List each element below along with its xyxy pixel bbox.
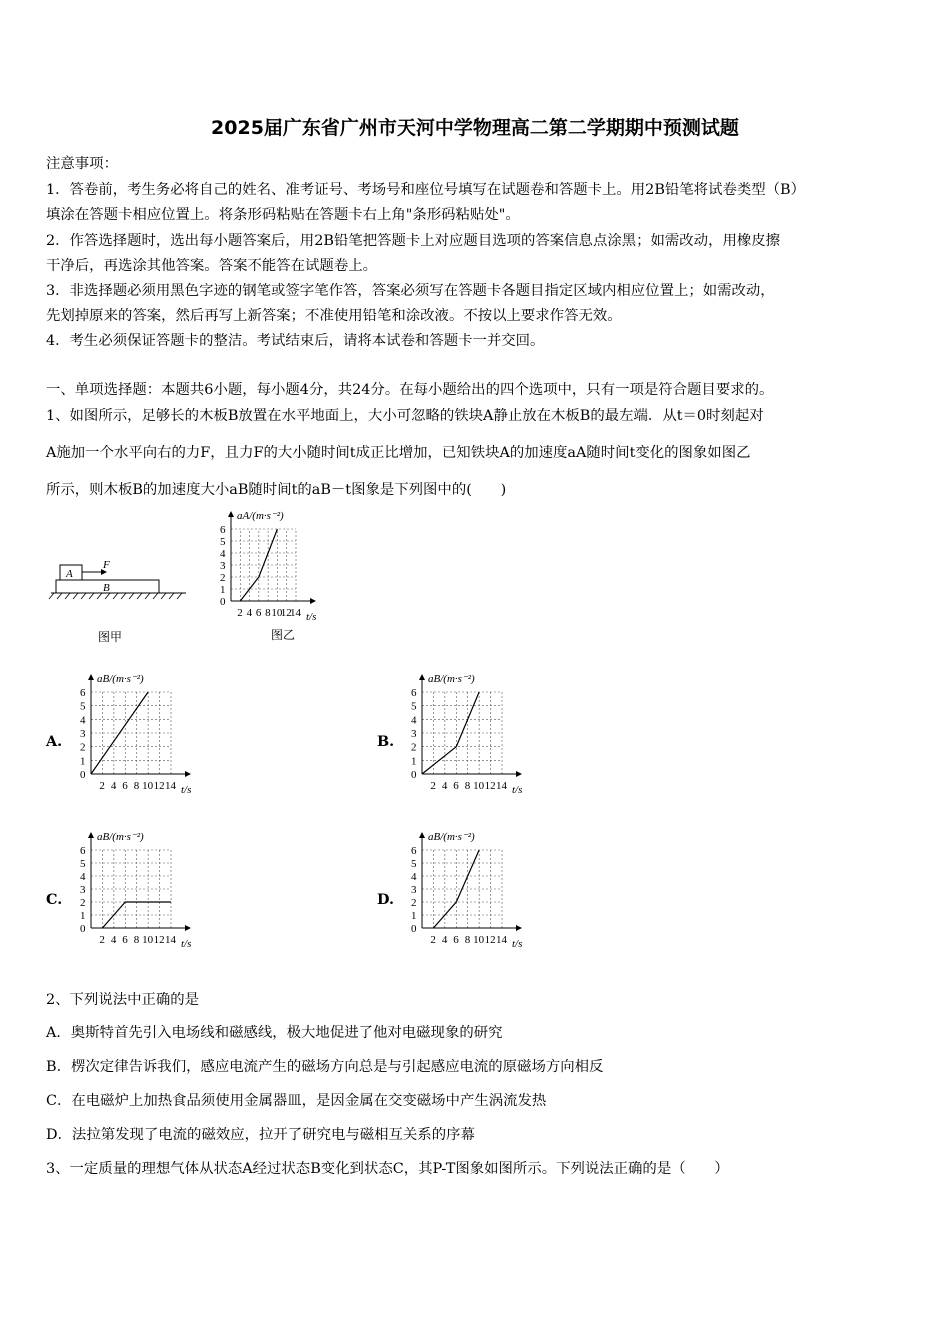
chart-axes — [422, 678, 518, 774]
y-tick-label: 4 — [411, 714, 417, 727]
x-tick-label: 12 — [153, 934, 165, 946]
option-b-label: B. — [377, 733, 395, 750]
y-tick-label: 0 — [220, 596, 226, 608]
x-tick-label: 10 — [271, 607, 283, 619]
x-tick-label: 14 — [290, 607, 301, 619]
y-tick-label: 2 — [220, 572, 226, 584]
chart-d — [404, 826, 554, 952]
force-label: F — [103, 559, 110, 571]
note-line: 填涂在答题卡相应位置上。将条形码粘贴在答题卡右上角"条形码粘贴处"。 — [46, 207, 520, 223]
y-tick-label: 6 — [80, 687, 86, 699]
chart-axes — [231, 515, 312, 601]
x-tick-label: 6 — [453, 934, 459, 946]
question-2-option: D．法拉第发现了电流的磁效应，拉开了研究电与磁相互关系的序幕 — [46, 1127, 475, 1143]
x-tick-label: 12 — [153, 780, 165, 792]
y-tick-label: 4 — [80, 871, 86, 883]
x-tick-label: 12 — [484, 934, 496, 946]
x-tick-label: 14 — [496, 934, 507, 946]
y-arrow — [419, 674, 425, 680]
x-arrow — [516, 771, 522, 777]
figure-jia — [46, 505, 196, 645]
x-tick-label: 6 — [122, 934, 128, 946]
chart-yi — [213, 505, 348, 645]
y-arrow — [228, 511, 234, 517]
note-line: 1．答卷前，考生务必将自己的姓名、准考证号、考场号和座位号填写在试题卷和答题卡上。用2B铅笔将试卷类型（B） — [46, 182, 805, 198]
y-tick-label: 5 — [411, 700, 417, 713]
x-tick-label: 14 — [165, 934, 176, 946]
y-arrow — [419, 832, 425, 838]
x-tick-label: 8 — [464, 780, 471, 792]
question-2-stem: 2、下列说法中正确的是 — [46, 992, 200, 1008]
y-tick-label: 1 — [80, 755, 86, 768]
section-heading: 一、单项选择题：本题共6小题，每小题4分，共24分。在每小题给出的四个选项中，只有一项是符合题目要求的。 — [46, 382, 774, 398]
y-tick-label: 0 — [80, 769, 86, 781]
x-tick-label: 14 — [496, 780, 507, 792]
x-tick-label: 4 — [441, 934, 448, 946]
x-tick-label: 2 — [99, 780, 105, 792]
x-tick-label: 4 — [441, 780, 448, 792]
x-tick-label: 10 — [473, 780, 485, 792]
figure-yi-caption: 图乙 — [271, 628, 296, 642]
y-tick-label: 2 — [80, 741, 86, 754]
chart-a — [73, 668, 223, 798]
y-tick-label: 5 — [411, 858, 417, 870]
x-axis-label: t/s — [512, 784, 523, 796]
chart-grid — [91, 692, 171, 774]
note-line: 先划掉原来的答案，然后再写上新答案；不准使用铅笔和涂改液。不按以上要求作答无效。 — [46, 308, 622, 324]
option-c-label: C. — [46, 891, 63, 908]
y-tick-label: 1 — [80, 910, 86, 922]
ground-hatch — [49, 593, 182, 599]
y-tick-label: 1 — [411, 910, 417, 922]
x-axis-label: t/s — [512, 938, 523, 950]
note-line: 4．考生必须保证答题卡的整洁。考试结束后，请将本试卷和答题卡一并交回。 — [46, 333, 545, 349]
chart-c — [73, 826, 223, 952]
page-title: 2025届广东省广州市天河中学物理高二第二学期期中预测试题 — [211, 117, 739, 139]
y-tick-label: 3 — [80, 728, 86, 740]
x-tick-label: 10 — [142, 780, 154, 792]
question-3-stem: 3、一定质量的理想气体从状态A经过状态B变化到状态C，其P-T图象如图所示。下列说法正确的是（ ） — [46, 1161, 729, 1177]
x-tick-label: 6 — [255, 607, 262, 619]
y-tick-label: 6 — [220, 524, 226, 536]
x-tick-label: 14 — [165, 780, 176, 792]
board-b-label: B — [103, 582, 110, 594]
y-axis-label: aA/(m·s⁻²) — [237, 510, 284, 522]
chart-grid — [91, 850, 171, 928]
y-tick-label: 1 — [411, 755, 417, 768]
x-tick-label: 8 — [133, 780, 140, 792]
series-line — [433, 850, 479, 928]
x-tick-label: 4 — [110, 780, 117, 792]
block-a-label: A — [66, 568, 73, 580]
x-arrow — [185, 925, 191, 931]
question-1-line: 所示，则木板B的加速度大小aB随时间t的aB－t图象是下列图中的( ) — [46, 482, 507, 498]
chart-axes — [91, 678, 187, 774]
x-tick-label: 8 — [265, 607, 271, 619]
x-tick-label: 8 — [133, 934, 140, 946]
x-arrow — [310, 598, 316, 604]
y-tick-label: 1 — [220, 584, 226, 596]
question-2-option: C．在电磁炉上加热食品须使用金属器皿，是因金属在交变磁场中产生涡流发热 — [46, 1093, 547, 1109]
x-axis-label: t/s — [306, 611, 317, 623]
note-line: 干净后，再选涂其他答案。答案不能答在试题卷上。 — [46, 258, 377, 274]
y-tick-label: 6 — [80, 845, 86, 857]
y-tick-label: 6 — [411, 687, 417, 699]
y-tick-label: 3 — [80, 884, 86, 896]
x-tick-label: 2 — [430, 934, 436, 946]
y-tick-label: 4 — [220, 548, 226, 560]
question-1-line: A施加一个水平向右的力F，且力F的大小随时间t成正比增加，已知铁块A的加速度aA随时间t变化的图象如图乙 — [46, 445, 751, 461]
y-tick-label: 5 — [80, 858, 86, 870]
x-tick-label: 8 — [464, 934, 471, 946]
y-axis-label: aB/(m·s⁻²) — [97, 831, 144, 843]
x-arrow — [516, 925, 522, 931]
x-tick-label: 4 — [246, 607, 253, 619]
question-2-option: B．楞次定律告诉我们，感应电流产生的磁场方向总是与引起感应电流的原磁场方向相反 — [46, 1059, 604, 1075]
question-2-option: A．奥斯特首先引入电场线和磁感线，极大地促进了他对电磁现象的研究 — [46, 1025, 503, 1041]
y-tick-label: 0 — [80, 923, 86, 935]
x-axis-label: t/s — [181, 784, 192, 796]
y-tick-label: 2 — [411, 897, 417, 909]
x-tick-label: 2 — [430, 780, 436, 792]
y-arrow — [88, 674, 94, 680]
y-tick-label: 5 — [220, 536, 226, 548]
y-tick-label: 4 — [80, 714, 86, 727]
y-axis-label: aB/(m·s⁻²) — [428, 831, 475, 843]
x-arrow — [185, 771, 191, 777]
y-tick-label: 4 — [411, 871, 417, 883]
note-line: 3．非选择题必须用黑色字迹的钢笔或签字笔作答，答案必须写在答题卡各题目指定区域内相应位置上；如需改动， — [46, 283, 775, 299]
notes-heading: 注意事项： — [46, 156, 118, 172]
x-tick-label: 12 — [280, 607, 292, 619]
x-tick-label: 10 — [142, 934, 154, 946]
x-tick-label: 6 — [453, 780, 459, 792]
x-axis-label: t/s — [181, 938, 192, 950]
x-tick-label: 2 — [99, 934, 105, 946]
y-tick-label: 2 — [411, 741, 417, 754]
x-tick-label: 4 — [110, 934, 117, 946]
option-d-label: D. — [377, 891, 394, 908]
x-tick-label: 10 — [473, 934, 485, 946]
x-tick-label: 6 — [122, 780, 128, 792]
note-line: 2．作答选择题时，选出每小题答案后，用2B铅笔把答题卡上对应题目选项的答案信息点涂黑；如需改动，用橡皮擦 — [46, 233, 781, 249]
y-tick-label: 3 — [411, 728, 417, 740]
y-axis-label: aB/(m·s⁻²) — [97, 673, 144, 685]
y-tick-label: 0 — [411, 769, 417, 781]
y-tick-label: 6 — [411, 845, 417, 857]
question-1-line: 1、如图所示，足够长的木板B放置在水平地面上，大小可忽略的铁块A静止放在木板B的最左端．从t＝0时刻起对 — [46, 408, 764, 424]
chart-b — [404, 668, 554, 798]
y-tick-label: 5 — [80, 700, 86, 713]
x-tick-label: 2 — [237, 607, 243, 619]
figure-jia-caption: 图甲 — [98, 630, 123, 644]
y-tick-label: 3 — [411, 884, 417, 896]
option-a-label: A. — [46, 733, 63, 750]
y-arrow — [88, 832, 94, 838]
x-tick-label: 12 — [484, 780, 496, 792]
y-tick-label: 3 — [220, 560, 226, 572]
y-tick-label: 2 — [80, 897, 86, 909]
y-tick-label: 0 — [411, 923, 417, 935]
y-axis-label: aB/(m·s⁻²) — [428, 673, 475, 685]
